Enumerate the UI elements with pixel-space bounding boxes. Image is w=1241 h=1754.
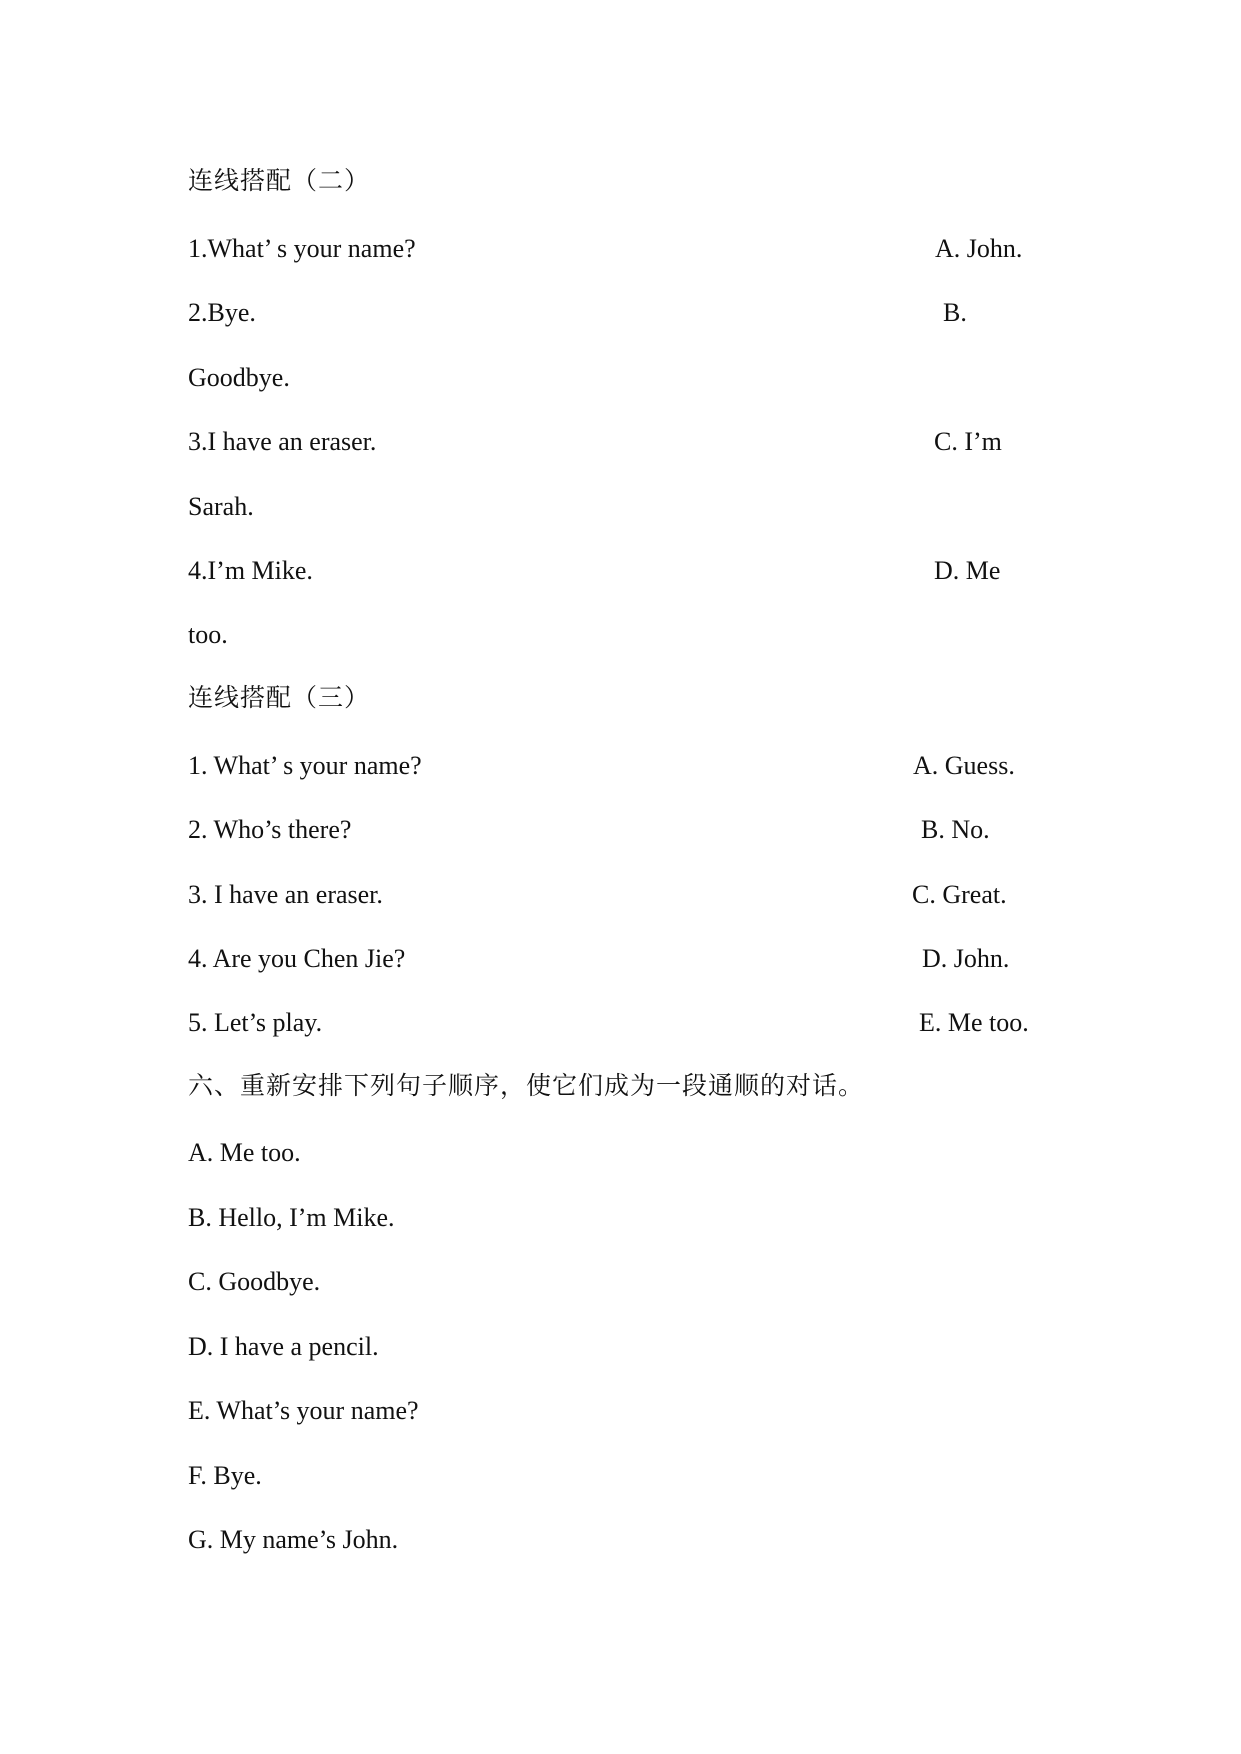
section3-answer-c: C. Great. xyxy=(912,880,1007,909)
section2-answer-a: A. John. xyxy=(935,234,1023,263)
section3-answer-b: B. No. xyxy=(921,815,990,844)
section2-answer-d-wrap: too. xyxy=(188,620,228,649)
section6-sentence-c: C. Goodbye. xyxy=(188,1267,321,1296)
section2-answer-c-wrap: Sarah. xyxy=(188,492,254,521)
section6-sentence-d: D. I have a pencil. xyxy=(188,1332,379,1361)
section3-question-3: 3. I have an eraser. xyxy=(188,880,383,909)
section3-answer-e: E. Me too. xyxy=(919,1008,1029,1037)
section2-answer-d: D. Me xyxy=(934,556,1001,585)
section3-question-5: 5. Let’s play. xyxy=(188,1008,323,1037)
section6-sentence-a: A. Me too. xyxy=(188,1138,301,1167)
section3-question-4: 4. Are you Chen Jie? xyxy=(188,944,406,973)
section2-heading: 连线搭配（二） xyxy=(188,166,371,195)
section3-heading: 连线搭配（三） xyxy=(188,683,371,712)
section3-question-1: 1. What’ s your name? xyxy=(188,751,422,780)
section2-question-2: 2.Bye. xyxy=(188,298,256,327)
section6-sentence-e: E. What’s your name? xyxy=(188,1396,419,1425)
section2-answer-c: C. I’m xyxy=(934,427,1002,456)
section3-answer-d: D. John. xyxy=(922,944,1010,973)
section6-sentence-b: B. Hello, I’m Mike. xyxy=(188,1203,395,1232)
section2-answer-b: B. xyxy=(943,298,967,327)
section6-sentence-f: F. Bye. xyxy=(188,1461,262,1490)
section3-question-2: 2. Who’s there? xyxy=(188,815,352,844)
section6-sentence-g: G. My name’s John. xyxy=(188,1525,399,1554)
section3-answer-a: A. Guess. xyxy=(913,751,1015,780)
section6-heading: 六、重新安排下列句子顺序，使它们成为一段通顺的对话。 xyxy=(188,1071,865,1100)
section2-answer-b-wrap: Goodbye. xyxy=(188,363,290,392)
section2-question-4: 4.I’m Mike. xyxy=(188,556,313,585)
section2-question-1: 1.What’ s your name? xyxy=(188,234,416,263)
section2-question-3: 3.I have an eraser. xyxy=(188,427,377,456)
